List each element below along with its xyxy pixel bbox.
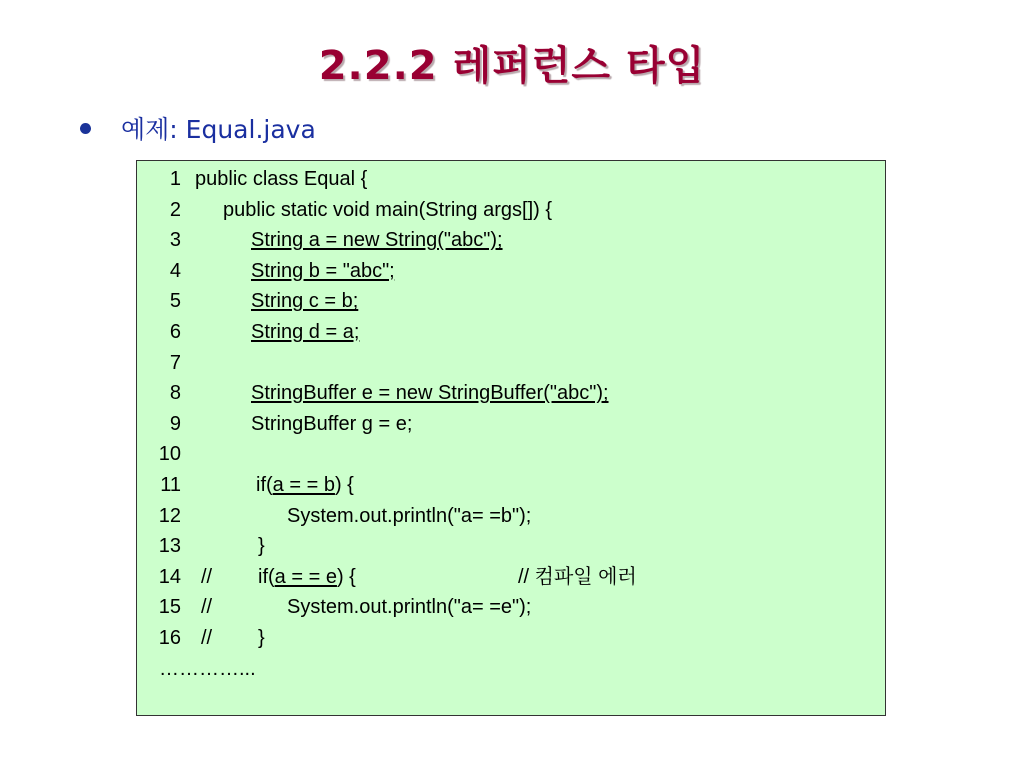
code-text: StringBuffer g = e; xyxy=(251,412,413,435)
code-line xyxy=(137,562,877,592)
line-number: 4 xyxy=(169,259,181,282)
code-text: a = = b xyxy=(272,474,335,496)
code-line xyxy=(137,195,877,225)
line-number: 8 xyxy=(169,382,181,405)
line-number: 9 xyxy=(169,412,181,435)
code-line xyxy=(137,592,877,622)
code-text: String c = b; xyxy=(251,290,359,313)
code-text: a = = e xyxy=(274,565,337,588)
line-number: 10 xyxy=(158,443,181,466)
code-text: ) { xyxy=(336,565,356,588)
code-text: System.out.println("a= =e"); xyxy=(287,596,532,619)
code-text: } xyxy=(258,535,265,558)
code-text: String a = new String("abc"); xyxy=(251,229,503,252)
code-line xyxy=(137,164,877,194)
line-number: 14 xyxy=(158,565,181,588)
line-number: 7 xyxy=(169,351,181,374)
code-line xyxy=(137,439,877,469)
code-line xyxy=(137,531,877,561)
code-text: if( xyxy=(258,565,275,588)
code-text: System.out.println("a= =b"); xyxy=(287,504,532,527)
bullet-item xyxy=(80,110,316,146)
line-number: 12 xyxy=(158,504,181,527)
code-line xyxy=(137,378,877,408)
code-line xyxy=(137,225,877,255)
code-text: public class Equal { xyxy=(195,168,368,190)
code-line xyxy=(137,409,877,439)
code-line xyxy=(137,501,877,531)
line-number: 2 xyxy=(169,198,181,221)
code-line xyxy=(137,286,877,316)
code-line xyxy=(137,470,877,500)
code-text: } xyxy=(258,627,265,649)
code-comment: // xyxy=(201,596,213,619)
code-comment: // xyxy=(201,565,213,588)
line-number: 6 xyxy=(169,321,181,343)
line-number: 11 xyxy=(160,474,181,496)
code-line xyxy=(137,348,877,378)
code-text: String b = "abc"; xyxy=(251,259,395,282)
code-text: StringBuffer e = new StringBuffer("abc"); xyxy=(251,382,609,405)
code-text: String d = a; xyxy=(251,321,360,343)
line-number: 16 xyxy=(158,627,181,649)
code-line xyxy=(137,256,877,286)
bullet-dot-icon xyxy=(80,123,91,134)
line-number: 13 xyxy=(158,535,181,558)
slide-title: 2.2.2 레퍼런스 타입 xyxy=(318,43,706,89)
code-line xyxy=(137,654,877,684)
code-text: ) { xyxy=(334,474,354,496)
code-comment: // 컴파일 에러 xyxy=(518,565,637,588)
code-text: if( xyxy=(256,474,273,496)
code-line xyxy=(137,317,877,347)
line-number: 5 xyxy=(169,290,181,313)
code-text: public static void main(String args[]) { xyxy=(223,198,553,221)
code-comment: // xyxy=(201,627,213,649)
code-listing xyxy=(136,160,886,716)
bullet-text: 예제: Equal.java xyxy=(121,115,316,144)
code-text: …………... xyxy=(159,657,256,680)
code-line xyxy=(137,623,877,653)
line-number: 1 xyxy=(169,168,181,190)
line-number: 3 xyxy=(169,229,181,252)
line-number: 15 xyxy=(158,596,181,619)
